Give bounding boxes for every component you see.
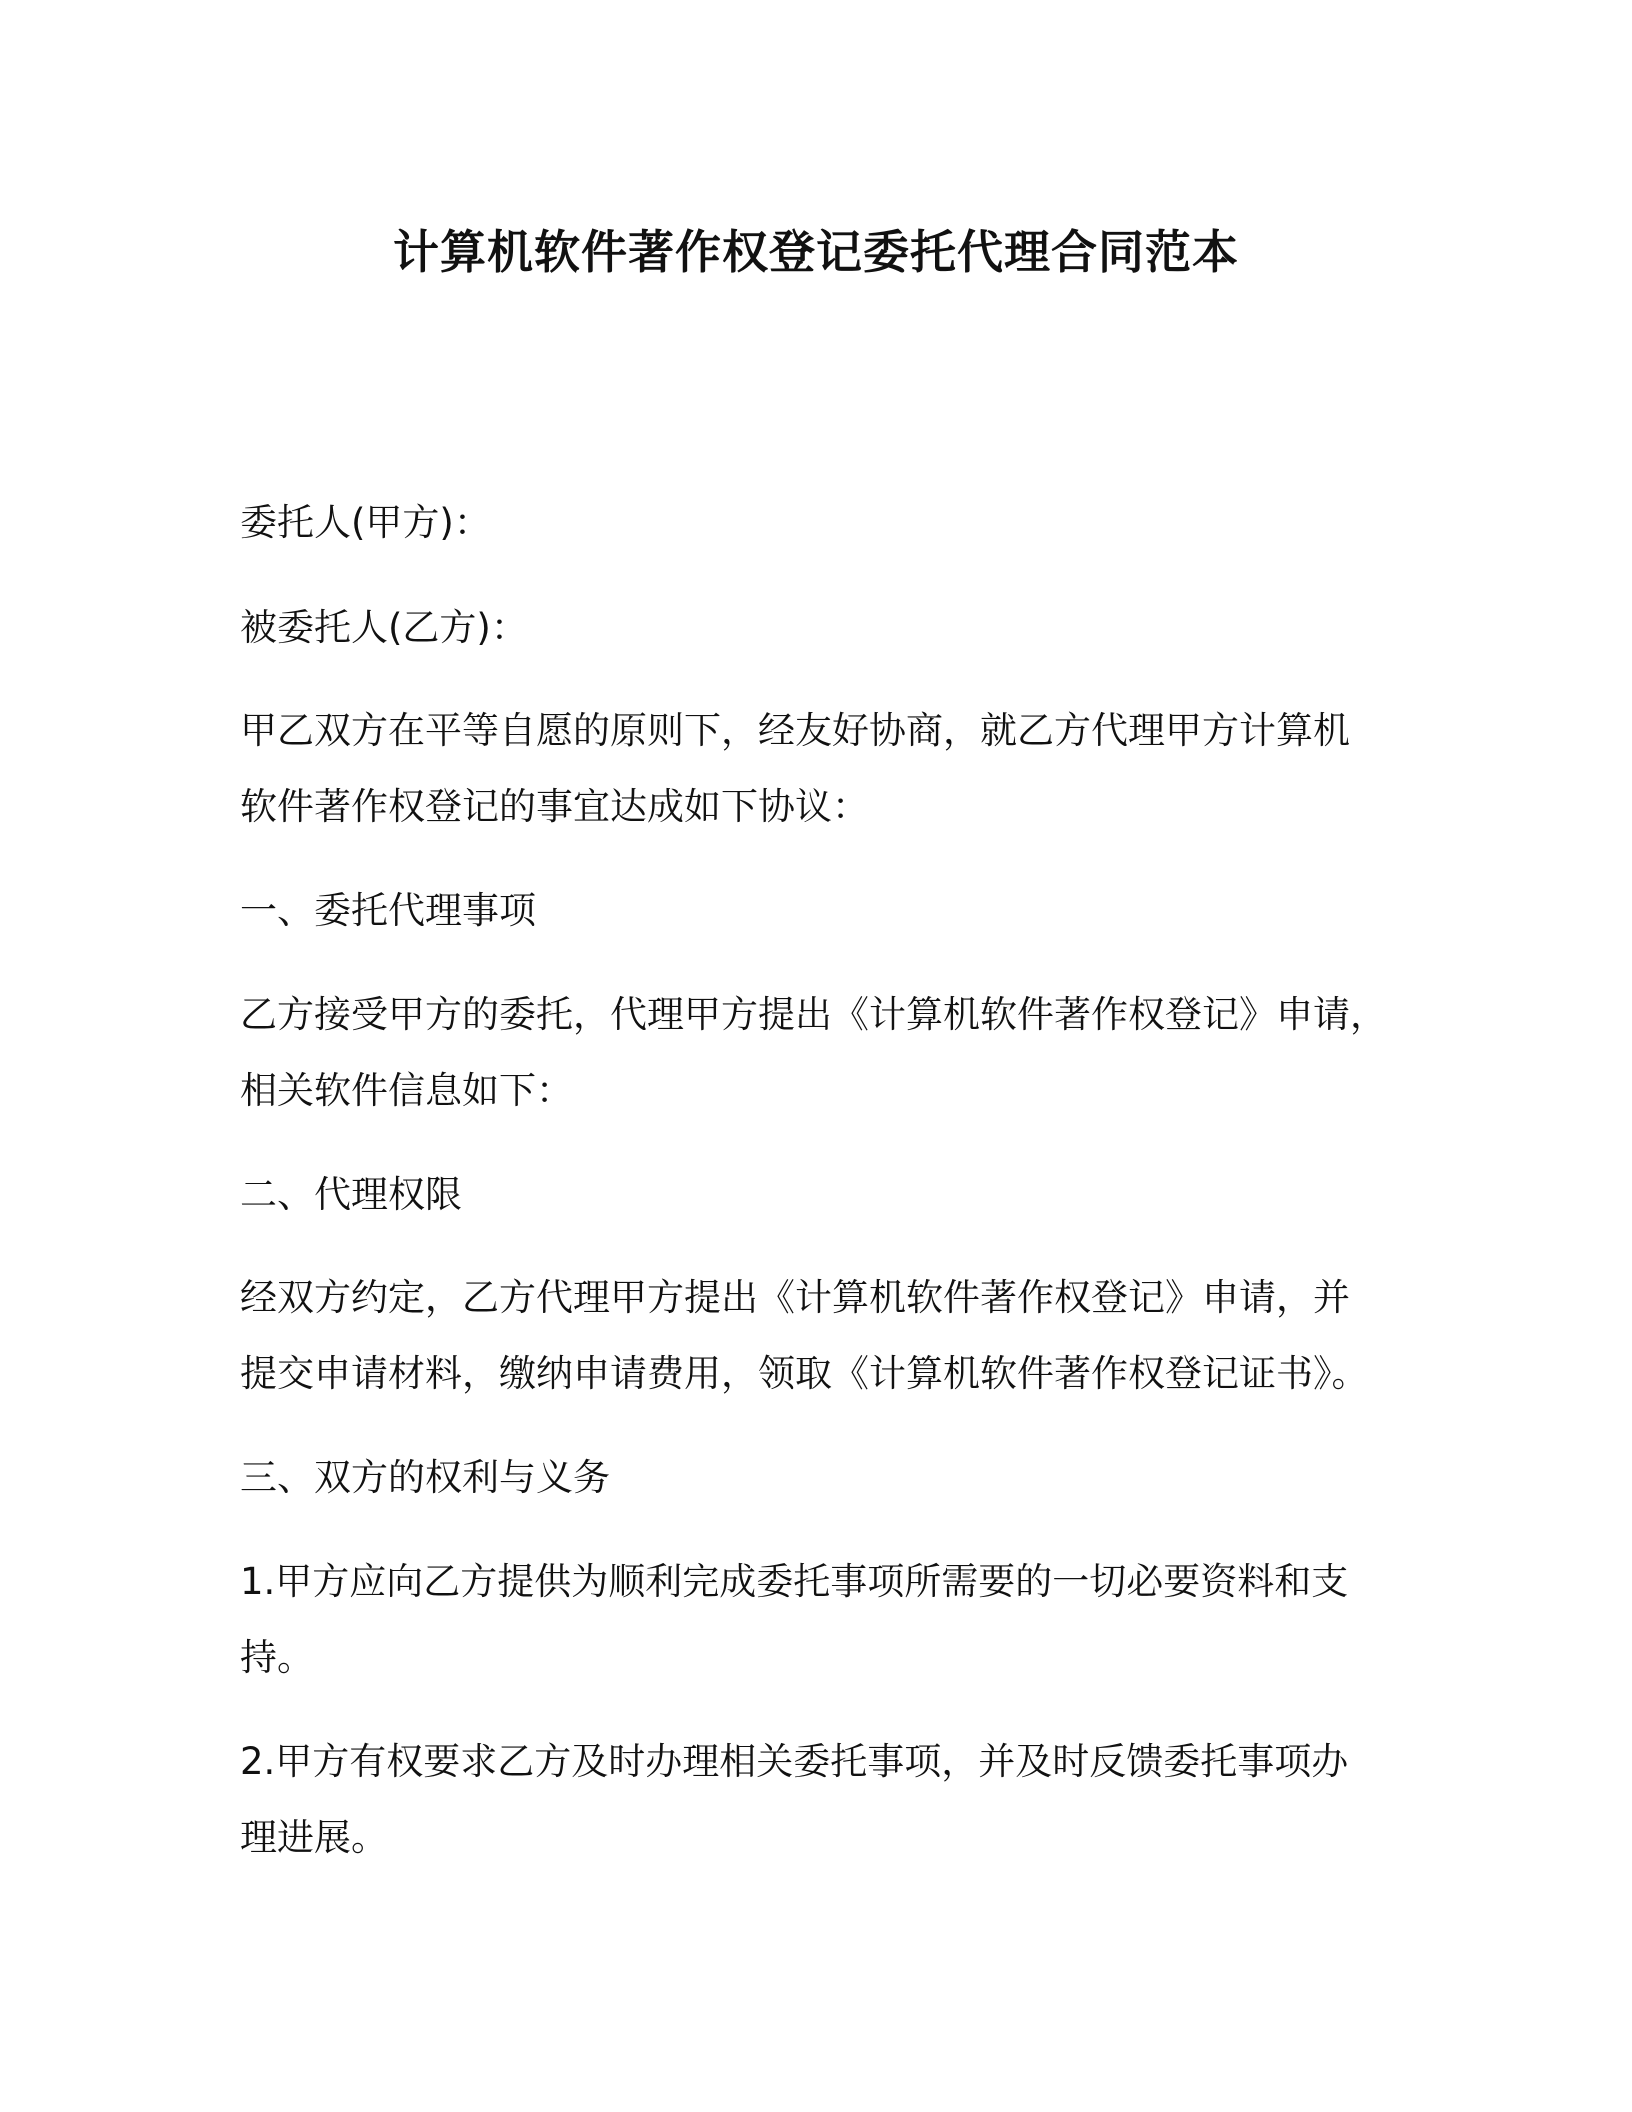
section-1-line-2: 相关软件信息如下： [240, 1069, 573, 1112]
party-a-line: 委托人(甲方)： [240, 501, 491, 544]
section-2-line-1: 经双方约定，乙方代理甲方提出《计算机软件著作权登记》申请，并 [240, 1276, 1350, 1319]
clause-1-line-1: 1.甲方应向乙方提供为顺利完成委托事项所需要的一切必要资料和支 [240, 1560, 1349, 1603]
clause-2-line-2: 理进展。 [240, 1816, 388, 1859]
preamble-line-1: 甲乙双方在平等自愿的原则下，经友好协商，就乙方代理甲方计算机 [240, 709, 1350, 752]
clause-2-line-1: 2.甲方有权要求乙方及时办理相关委托事项，并及时反馈委托事项办 [240, 1740, 1349, 1783]
section-2-line-2: 提交申请材料，缴纳申请费用，领取《计算机软件著作权登记证书》。 [240, 1352, 1369, 1395]
section-1-line-1: 乙方接受甲方的委托，代理甲方提出《计算机软件著作权登记》申请， [240, 993, 1387, 1036]
clause-1-line-2: 持。 [240, 1636, 314, 1679]
party-b-line: 被委托人(乙方)： [240, 606, 528, 649]
preamble-line-2: 软件著作权登记的事宜达成如下协议： [240, 785, 869, 828]
section-3-heading: 三、双方的权利与义务 [240, 1456, 610, 1499]
document-title: 计算机软件著作权登记委托代理合同范本 [393, 225, 1239, 279]
section-1-heading: 一、委托代理事项 [240, 889, 536, 932]
section-2-heading: 二、代理权限 [240, 1173, 462, 1216]
